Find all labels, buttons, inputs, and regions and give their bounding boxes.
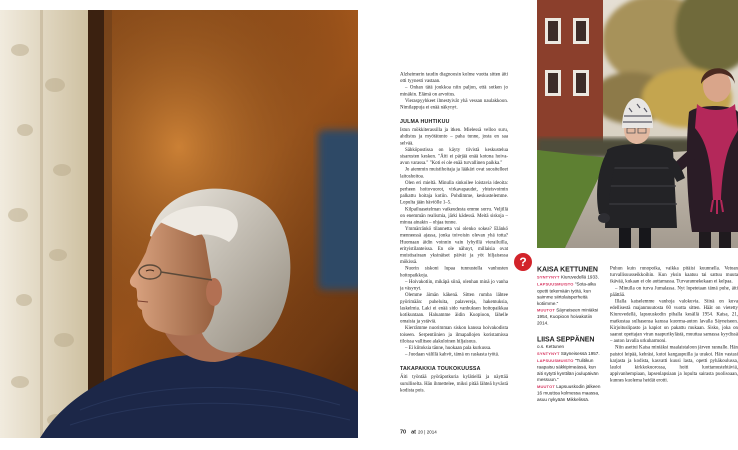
section-heading: JULMA HUHTIKUU xyxy=(400,118,450,125)
body-paragraph: Puhun kuin runopoika, vaikka pitäisi kuunnella. Vetoan turvallisuusseikkoihin. Kun yksin kaatuu tai sattuu muuta ikävää, kukaan ei ole auttamassa. Turvarannekekaan ei kelpaa. xyxy=(610,265,738,285)
profile-field-text: Lapsuuskodin jälkeen 16 muuttoa kolmessa maassa, asuu nykyään Mikkelissä. xyxy=(537,383,601,402)
portrait-photo-image xyxy=(0,10,358,438)
body-paragraph: Olen eri mieltä. Minulla sinkoilee loistavia ideoita: perheen hoitovuorot, virkavapaudet, yhteisvoimin palkattu hoitaja kotiin. Pohdimme, keskustelemme. Lopulta jään häviölle 1–5. xyxy=(400,179,508,206)
body-paragraph: – Juodaan välillä kahvit, tämä on raskasta työtä. xyxy=(405,351,499,358)
profile-field-text: Kiuruvedellä 1933. xyxy=(560,274,599,280)
profile-field xyxy=(537,307,602,326)
article-right-column xyxy=(610,265,738,425)
body-paragraph: Ymmärränkö tilannetta vai olenko sokea? Elänkö menneessä ajassa, jonka toivoisin olevan yhä totta? Huomaan äidin voinnin vain lyhyillä vierailuilla, erityistilanteissa. En ole nähnyt, millaisia ovat muistisairaan yksinäiset päivät ja yöt hiljaisessa mökissä. xyxy=(400,226,508,265)
section-heading: TAKAPAKKIA TOUKOKUUSSA xyxy=(400,365,481,372)
intro-paragraph: Alzheimerin taudin diagnoosin kolme vuotta sitten äiti otti tyynesti vastaan. xyxy=(400,71,508,84)
profile-field-label: MUUTOT xyxy=(537,308,555,313)
profile-name: LIISA SEPPÄNEN xyxy=(537,335,595,344)
profile-field-label: MUUTOT xyxy=(537,384,555,389)
page-footer xyxy=(400,428,510,437)
question-mark-badge: ? xyxy=(514,253,532,271)
body-paragraph: Jo aiemmin muistihoitaja ja lääkäri ovat suositelleet laitoshoitoa. xyxy=(400,166,508,179)
outdoor-photo xyxy=(537,0,738,248)
profile-field-label: LAPSUUSMUISTO xyxy=(537,358,574,364)
brick-building xyxy=(537,0,603,150)
profile-field-label: LAPSUUSMUISTO xyxy=(537,282,574,287)
body-paragraph: Illalla katselemme vanhoja valokuvia. Siinä on kuva edellisestä majanmuutosta 60 vuotta sitten. Häät on vietetty Kiuruvedellä, lapsuuskodin pihalla kesällä 1954. Kaisa, 21, matkustaa sulhasensa kanssa kuorma-auton lavalla Säyneiseen. Kirjoituslipasto ja kapiot on pakattu mukaan. Sisko, joka on saanut opettajan viran naapurikylästä, muuttaa samassa kyydissä – auton lavalla urkuharmoni. xyxy=(610,298,738,344)
body-paragraph: Kierrämme nuorimman siskon kanssa hoivakodista toiseen. Serpentiinien ja ilmapallojen koristamissa tiloissa vallitsee alakuloinen hiljaisuus. xyxy=(400,325,508,344)
intro-paragraph: – Onhan tätä joukkoa niin paljon, että sotken jo minäkin. Elämä on arvoitus. xyxy=(400,84,508,97)
profile-kaisa xyxy=(537,265,602,326)
outdoor-photo-image xyxy=(537,0,738,248)
magazine-logo: at xyxy=(411,429,417,435)
body-paragraph: Äiti työntää pyöräpotkuria kylätiellä ja näyttää surulliselta. Hän ihmettelee, miksi pitää lähteä hyvästä kodista pois. xyxy=(400,374,508,393)
page-number: 70 xyxy=(400,429,407,435)
body-paragraph: Kilpailuasetelman vaikeudesta emme sorru. Veljillä on enemmän realismia, järki kädessä. Meitä siskoja – minua ainakin – ohjaa tunne. xyxy=(400,206,508,226)
issue-info: 20 | 2014 xyxy=(418,429,437,435)
profile-field-text: "Sota-aika opetti tekemään työtä, kun saimme siirtolaisperheitä kotiimme." xyxy=(537,281,596,306)
profile-name: KAISA KETTUNEN xyxy=(537,265,598,273)
body-paragraph: Nuorin siskoni lupaa tunnustella vanhusten hoitopaikkoja. xyxy=(400,265,508,278)
portrait-photo xyxy=(0,10,358,438)
profile-field-text: "Tulitikun raapaisu säkkipimeässä, kun äiti sytytti kynttilän joulupäivän messuun." xyxy=(537,358,599,383)
body-paragraph: – Hoivakotiin, mikäpä siinä, olenhan minä jo vanha ja väsynyt. xyxy=(400,278,508,292)
body-paragraph: Olemme äimän käkenä. Sitten rumba lähtee pyörimään: puheluita, palavereja, hakemuksia, laskelmia. Laki ei enää sido vanhuksen hoitopaikkaa kotikuntaan. Haluamme äidin Kuopioon, lähelle omaisia ja ystäviä. xyxy=(400,292,508,325)
profile-sidebar xyxy=(537,265,602,430)
profile-field xyxy=(537,358,602,383)
profile-field-label: SYNTYNYT xyxy=(537,275,560,280)
profile-field xyxy=(537,281,602,306)
body-paragraph: – Ei kiitoksia tänne, huokaan pala kurkussa. xyxy=(405,344,492,351)
profile-maiden-name: o.s. Kettunen xyxy=(537,344,565,350)
profile-field-label: SYNTYNYT xyxy=(537,351,560,356)
body-paragraph: Istun mökkiterassilla ja itken. Mielessä velloo suru, ahdistus ja myötätunto – paha tunne, josta en saa selvää. xyxy=(400,127,508,146)
article-main-column xyxy=(400,71,508,427)
profile-field-text: Säyneisessä 1957. xyxy=(560,350,600,356)
profile-liisa xyxy=(537,335,602,402)
body-paragraph: – Minulla on turva Jumalassa. Nyt lopetetaan tämä puhe, äiti päättää. xyxy=(610,285,738,298)
window-curtain xyxy=(0,10,112,438)
body-paragraph: Sähköpostissa on käyty tiivistä keskustelua sisarusten kesken. "Äiti ei pärjää enää kotona hoiva-avun varassa." "Koti ei ole enää turvallinen paikka." xyxy=(400,146,508,166)
profile-field xyxy=(537,383,602,402)
profile-field xyxy=(537,274,602,281)
profile-field-text: Säyneiseen miniäksi 1954, Kuopioon hoivakotiin 2014. xyxy=(537,307,599,326)
profile-field xyxy=(537,350,602,357)
blue-object xyxy=(318,130,358,290)
body-paragraph: Niin asettui Kaisa miniäksi maalaistaloon järven rannalle. Hän paistoi leipää, kehräsi, kutoi kangaspuilla ja urakoi. Hän vastasi karjasta ja kodista, kasvatti kuusi lasta, opetti pyhäkoulussa, lauloi kirkkokuorossa, hoiti luottamustehtäviä, appivanhempiaan, lapsenlapsiaan ja lopulta sairasta puolisoaan, kunnes kuolema heidät erotti. xyxy=(610,344,738,384)
intro-paragraph: Vieraspyyhkeet ilmestyivät yhä vessan naulakkoon. Nimilappuja ei enää näkynyt. xyxy=(400,97,508,111)
